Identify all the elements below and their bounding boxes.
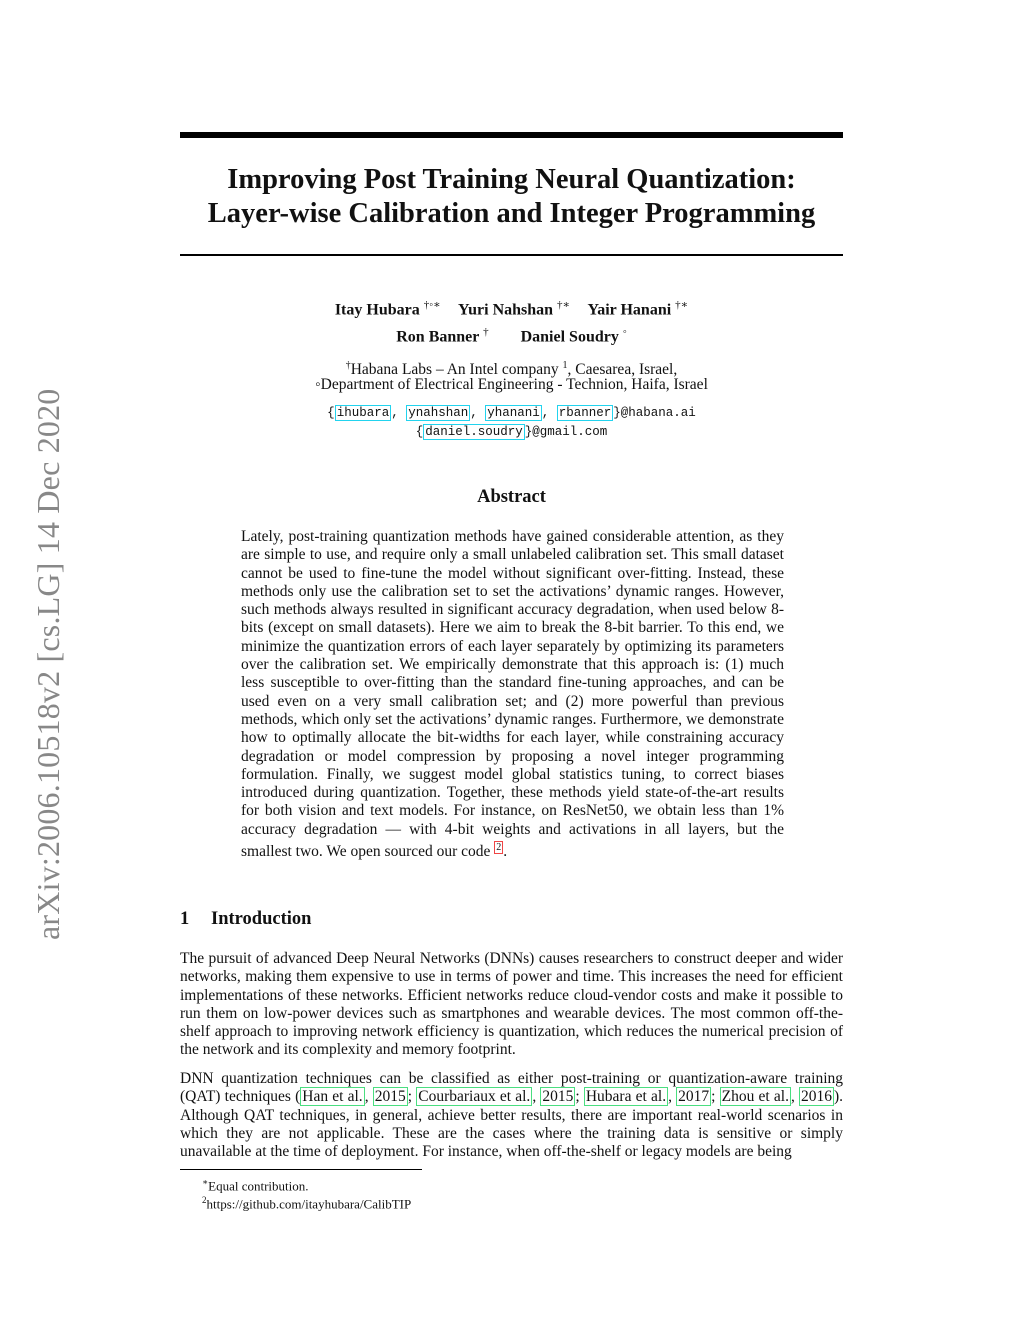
- author-affil-marks: †∗: [557, 299, 571, 311]
- footnote-rule: [180, 1169, 422, 1170]
- email-line-2: [180, 423, 843, 442]
- email-line-1: [180, 404, 843, 423]
- email-link-ynahshan[interactable]: ynahshan: [408, 406, 469, 420]
- email-domain-habana: }@habana.ai: [613, 406, 696, 420]
- citation-link-courbariaux[interactable]: Courbariaux et al.: [418, 1088, 531, 1106]
- citation-comma: ,: [790, 1088, 799, 1106]
- email-brace: {: [327, 406, 335, 420]
- paragraph-text: ). Although QAT techniques, in general, achieve better results, there are important real-world scenarios in which they are not applicable. These are the cases where the training data is sensitive or simply unavailable at the time of deployment. For instance, when off-the-shelf or legacy models are being: [180, 1088, 844, 1161]
- citation-comma: ,: [668, 1088, 677, 1106]
- email-link-rbanner[interactable]: rbanner: [558, 406, 612, 420]
- author-name: Yair Hanani: [587, 301, 672, 319]
- footnote-2: [202, 1192, 411, 1212]
- footnote-link-2[interactable]: 2: [496, 842, 502, 854]
- citation-year-courbariaux[interactable]: 2015: [542, 1088, 574, 1106]
- intro-paragraph-1: The pursuit of advanced Deep Neural Networks (DNNs) causes researchers to construct deeper and wider networks, making them expensive to use in terms of power and time. This increases the need for efficient implementations of these networks. Efficient networks reduce cloud-vendor costs and make it possible to run them on low-power devices such as smartphones and wearable devices. The most common off-the-shelf approach to improving network efficiency is quantization, which reduces the numerical precision of the network and its complexity and memory footprint.: [180, 950, 843, 1059]
- title-bottom-rule: [180, 254, 843, 256]
- email-link-yhanani[interactable]: yhanani: [487, 406, 540, 420]
- email-separator: ,: [470, 406, 486, 420]
- email-link-daniel-soudry[interactable]: daniel.soudry: [425, 425, 523, 439]
- abstract-body: [241, 528, 784, 862]
- footnote-mark: ∗: [202, 1177, 209, 1187]
- email-brace: {: [415, 425, 424, 439]
- citation-comma: ,: [532, 1088, 541, 1106]
- section-number: 1: [180, 909, 190, 929]
- author-affil-marks: ◦: [622, 326, 627, 338]
- abstract-text: Lately, post-training quantization methods have gained considerable attention, as they are simple to use, and require only a small unlabeled calibration set. This small dataset cannot be used to fine-tune the model without significant over-fitting. Instead, these methods only use the calibration set to set the activations’ dynamic ranges. However, such methods always resulted in significant accuracy degradation, when used below 8-bits (except on small datasets). Here we aim to break the 8-bit barrier. To this end, we minimize the quantization errors of each layer separately by optimizing its parameters over the calibration set. We empirically demonstrate that this approach is: (1) much less susceptible to over-fitting than the standard fine-tuning approaches, and can be used even on a very small calibration set; and (2) more powerful than previous methods, which only set the activations’ dynamic ranges. Furthermore, we demonstrate how to optimally allocate the bit-widths for each layer, while constraining accuracy degradation or model compression by proposing a novel integer programming formulation. Finally, we suggest model global statistics tuning, to correct biases introduced during quantization. Together, these methods yield state-of-the-art results for both vision and text models. For instance, on ResNet50, we obtain less than 1% accuracy degradation — with 4-bit weights and activations in all layers, but the smallest two. We open sourced our code: [241, 528, 784, 861]
- author-row-1: [180, 298, 843, 319]
- footnote-url[interactable]: https://github.com/itayhubara/CalibTIP: [206, 1196, 412, 1212]
- abstract-end-period: .: [503, 843, 508, 861]
- author-name: Daniel Soudry: [520, 328, 619, 346]
- affiliation-line-2: ◦Department of Electrical Engineering - Technion, Haifa, Israel: [315, 376, 708, 393]
- email-domain-gmail: }@gmail.com: [524, 425, 608, 439]
- abstract-heading: Abstract: [477, 487, 546, 507]
- affiliation-mark: †: [345, 360, 351, 371]
- citation-link-zhou[interactable]: Zhou et al.: [721, 1088, 789, 1106]
- title-line-1: Improving Post Training Neural Quantization:: [227, 164, 796, 195]
- affiliation-habana: Habana Labs – An Intel company: [350, 361, 559, 379]
- email-separator: ,: [541, 406, 557, 420]
- email-link-ihubara[interactable]: ihubara: [336, 406, 390, 420]
- author-affil-marks: †∗: [675, 299, 689, 311]
- author-name: Yuri Nahshan: [458, 301, 554, 319]
- section-heading-introduction: [180, 909, 311, 930]
- paper-title: [180, 163, 843, 231]
- citation-separator: ;: [711, 1088, 720, 1106]
- citation-link-hubara[interactable]: Hubara et al.: [585, 1088, 667, 1106]
- citation-link-han[interactable]: Han et al.: [302, 1088, 363, 1106]
- author-affil-marks: †◦∗: [423, 299, 441, 311]
- author-name: Itay Hubara: [334, 301, 420, 319]
- footnote-text: Equal contribution.: [208, 1178, 309, 1194]
- footnote-mark: 2: [202, 1195, 207, 1205]
- citation-separator: ;: [575, 1088, 584, 1106]
- citation-year-zhou[interactable]: 2016: [801, 1088, 832, 1106]
- title-top-rule: [180, 132, 843, 138]
- arxiv-identifier[interactable]: arXiv:2006.10518v2 [cs.LG] 14 Dec 2020: [30, 388, 66, 940]
- author-affil-marks: †: [483, 326, 489, 338]
- paragraph-text: DNN quantization techniques can be classified as either post-training or quantization-aware training (QAT) techniques (: [180, 1070, 843, 1106]
- section-title: Introduction: [211, 909, 312, 929]
- title-line-2: Layer-wise Calibration and Integer Programming: [207, 198, 816, 229]
- affiliation-location: , Caesarea, Israel,: [567, 361, 678, 379]
- email-separator: ,: [391, 406, 407, 420]
- author-row-2: [180, 326, 843, 346]
- citation-year-hubara[interactable]: 2017: [678, 1088, 710, 1106]
- citation-comma: ,: [364, 1088, 373, 1106]
- citation-year-han[interactable]: 2015: [374, 1088, 406, 1106]
- author-name: Ron Banner: [396, 328, 480, 346]
- affiliation-footnote-mark: 1: [562, 360, 568, 371]
- intro-paragraph-2: [180, 1070, 843, 1161]
- citation-separator: ;: [407, 1088, 417, 1106]
